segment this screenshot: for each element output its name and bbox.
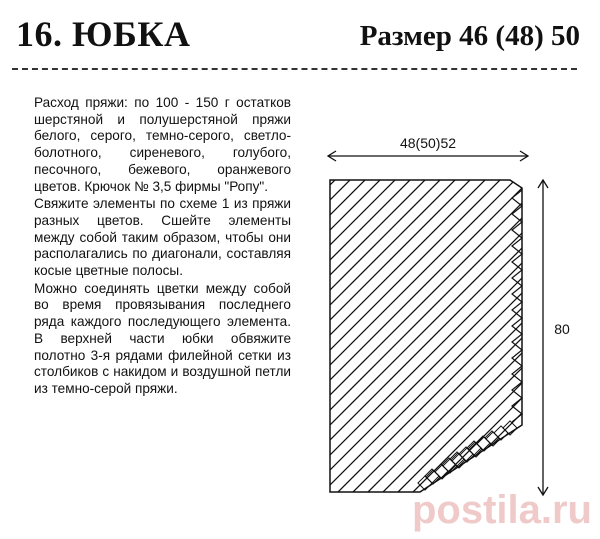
stripe-line: [300, 170, 330, 510]
stripe-line: [300, 170, 375, 510]
size-heading: Размер 46 (48) 50: [359, 20, 580, 52]
stripe-line: [300, 170, 390, 510]
instructions-text: [34, 95, 291, 399]
stripe-line: [485, 170, 590, 510]
stripe-line: [300, 170, 590, 510]
skirt-diagram: [300, 110, 590, 510]
height-dimension: [538, 180, 548, 495]
stripe-line: [500, 170, 590, 510]
header-divider: [12, 68, 577, 70]
stripe-line: [300, 170, 405, 510]
stripe-line: [515, 170, 590, 510]
stripe-line: [300, 170, 420, 510]
yarn-paragraph: Расход пряжи: по 100 - 150 г остатков шерстяной и полушерстяной пряжи белого, серого, темно-серого, светло-болотного, сиреневого, голубого, песочного, бежевого, оранжевого цветов. Крючок № 3,5 фирмы "Ропу".: [34, 95, 291, 194]
stripe-line: [300, 170, 465, 510]
diagonal-stripes: [300, 170, 590, 510]
stripe-line: [335, 170, 590, 510]
stripe-line: [380, 170, 590, 510]
stripe-line: [395, 170, 590, 510]
page-title: 16. ЮБКА: [16, 14, 191, 54]
mesh-grid: [418, 421, 517, 490]
width-dimension: [328, 151, 528, 161]
joining-paragraph: Можно соединять цветки между собой во время провязывания последнего ряда каждого последующего элемента. В верхней части юбки обвяжите полотно 3-я рядами филейной сетки из столбиков с накидом и воздушной петли из темно-серой пряжи.: [34, 280, 291, 396]
stripe-line: [300, 170, 315, 510]
stripe-line: [300, 170, 450, 510]
stripe-line: [300, 170, 525, 510]
stripe-line: [575, 170, 590, 510]
stripe-line: [470, 170, 590, 510]
stripe-line: [560, 170, 590, 510]
stripe-line: [300, 170, 480, 510]
stripe-line: [410, 170, 590, 510]
width-label: 48(50)52: [399, 135, 457, 151]
height-label: 80: [554, 321, 570, 337]
watermark-text: postila.ru: [411, 488, 592, 532]
stripe-line: [300, 170, 585, 510]
stripe-line: [545, 170, 590, 510]
stripe-line: [530, 170, 590, 510]
assembly-paragraph: Свяжите элементы по схеме 1 из пряжи разных цветов. Сшейте элементы между собой таким образом, чтобы они располагались по диагонали, составляя косые цветные полосы.: [34, 196, 291, 279]
stripe-line: [320, 170, 590, 510]
stripe-line: [300, 170, 510, 510]
